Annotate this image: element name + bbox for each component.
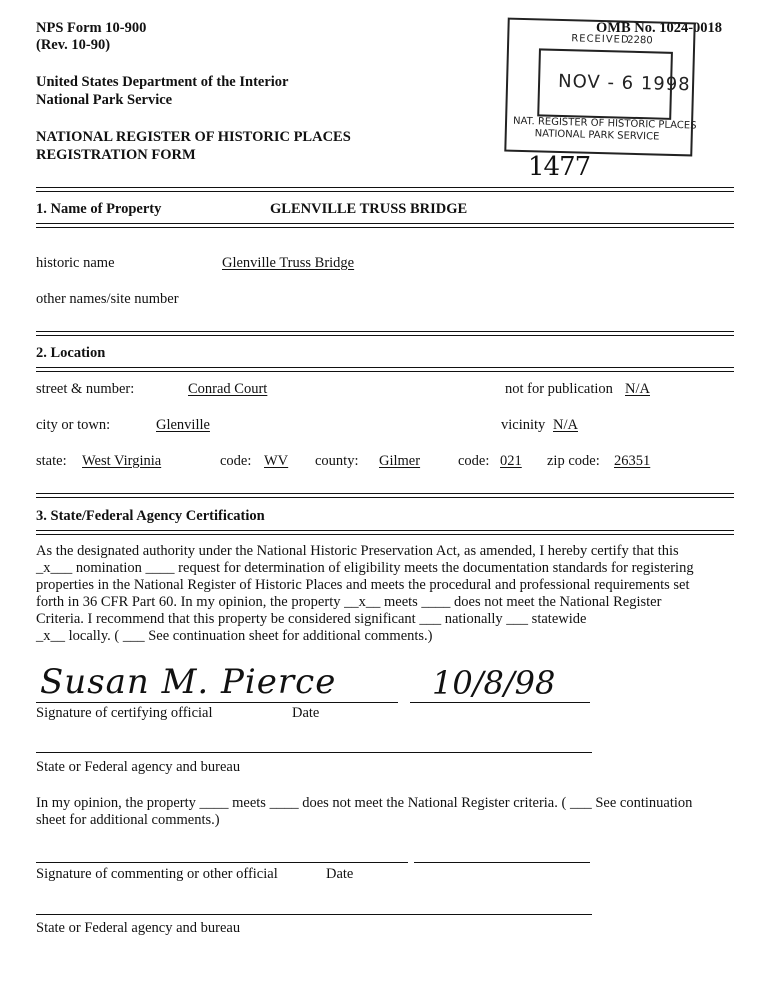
other-names-label: other names/site number [36,291,179,307]
county-label: county: [315,453,359,469]
city-label: city or town: [36,417,111,433]
property-title: GLENVILLE TRUSS BRIDGE [270,201,468,217]
form-revision: (Rev. 10-90) [36,37,111,53]
comment-date-line [414,862,590,863]
agency-label-2: State or Federal agency and bureau [36,920,241,936]
vicinity-label: vicinity [501,417,546,433]
form-number: NPS Form 10-900 [36,20,147,36]
state-label: state: [36,453,67,469]
received-stamp [504,18,695,157]
certifying-date-label: Date [292,705,320,721]
section-2-heading: 2. Location [36,345,106,361]
agency-line [36,752,592,753]
street-value: Conrad Court [188,381,268,397]
service-name: National Park Service [36,92,173,108]
section-divider [36,187,734,192]
state-value: West Virginia [82,453,162,469]
register-title: NATIONAL REGISTER OF HISTORIC PLACES [36,129,351,145]
not-for-publication-value: N/A [625,381,650,397]
certification-line-5: Criteria. I recommend that this property be considered significant ___ nationally ___ statewide [36,611,587,627]
zip-value: 26351 [614,453,651,469]
historic-name-label: historic name [36,255,115,271]
certifying-date-handwritten: 10/8/98 [432,664,556,702]
section-divider [36,367,734,372]
opinion-line-2: sheet for additional comments.) [36,812,220,828]
stamp-date: NOV - 6 1998 [557,70,691,96]
section-divider [36,493,734,498]
section-divider [36,530,734,535]
stamp-line-1: NAT. REGISTER OF HISTORIC PLACES [512,115,697,132]
signature-line [36,702,398,703]
not-for-publication-label: not for publication [505,381,613,397]
comment-signature-label: Signature of commenting or other official [36,866,278,882]
stamp-line-2: NATIONAL PARK SERVICE [534,128,660,143]
certifying-signature-label: Signature of certifying official [36,705,213,721]
form-title: REGISTRATION FORM [36,147,196,163]
date-line [410,702,590,703]
certification-line-1: As the designated authority under the National Historic Preservation Act, as amended, I hereby certify that this [36,543,679,559]
comment-date-label: Date [326,866,354,882]
certification-line-4: forth in 36 CFR Part 60. In my opinion, the property __x__ meets ____ does not meet the National Register [36,594,662,610]
certification-line-2: _x___ nomination ____ request for determination of eligibility meets the documentation standards for registering [36,560,694,576]
stamp-received-number: 2280 [627,34,653,47]
opinion-line-1: In my opinion, the property ____ meets ____ does not meet the National Register criteria. ( ___ See continuation [36,795,693,811]
city-value: Glenville [156,417,210,433]
county-value: Gilmer [379,453,421,469]
county-code-value: 021 [500,453,522,469]
agency-label: State or Federal agency and bureau [36,759,241,775]
omb-number: OMB No. 1024-0018 [596,20,723,36]
zip-label: zip code: [547,453,600,469]
state-code-label: code: [220,453,252,469]
agency-line-2 [36,914,592,915]
certification-line-3: properties in the National Register of Historic Places and meets the procedural and professional requirements set [36,577,690,593]
handwritten-reference: 1477 [528,152,591,182]
street-label: street & number: [36,381,135,397]
state-code-value: WV [264,453,289,469]
county-code-label: code: [458,453,490,469]
comment-signature-line [36,862,408,863]
stamp-received-label: RECEIVED [571,33,630,46]
section-divider [36,223,734,228]
section-3-heading: 3. State/Federal Agency Certification [36,508,265,524]
section-divider [36,331,734,336]
department-name: United States Department of the Interior [36,74,289,90]
certification-line-6: _x__ locally. ( ___ See continuation sheet for additional comments.) [36,628,433,644]
historic-name-value: Glenville Truss Bridge [222,255,355,271]
stamp-date-box [537,48,691,119]
vicinity-value: N/A [553,417,578,433]
section-1-heading: 1. Name of Property [36,201,162,217]
certifying-signature: Susan M. Pierce [40,662,337,702]
